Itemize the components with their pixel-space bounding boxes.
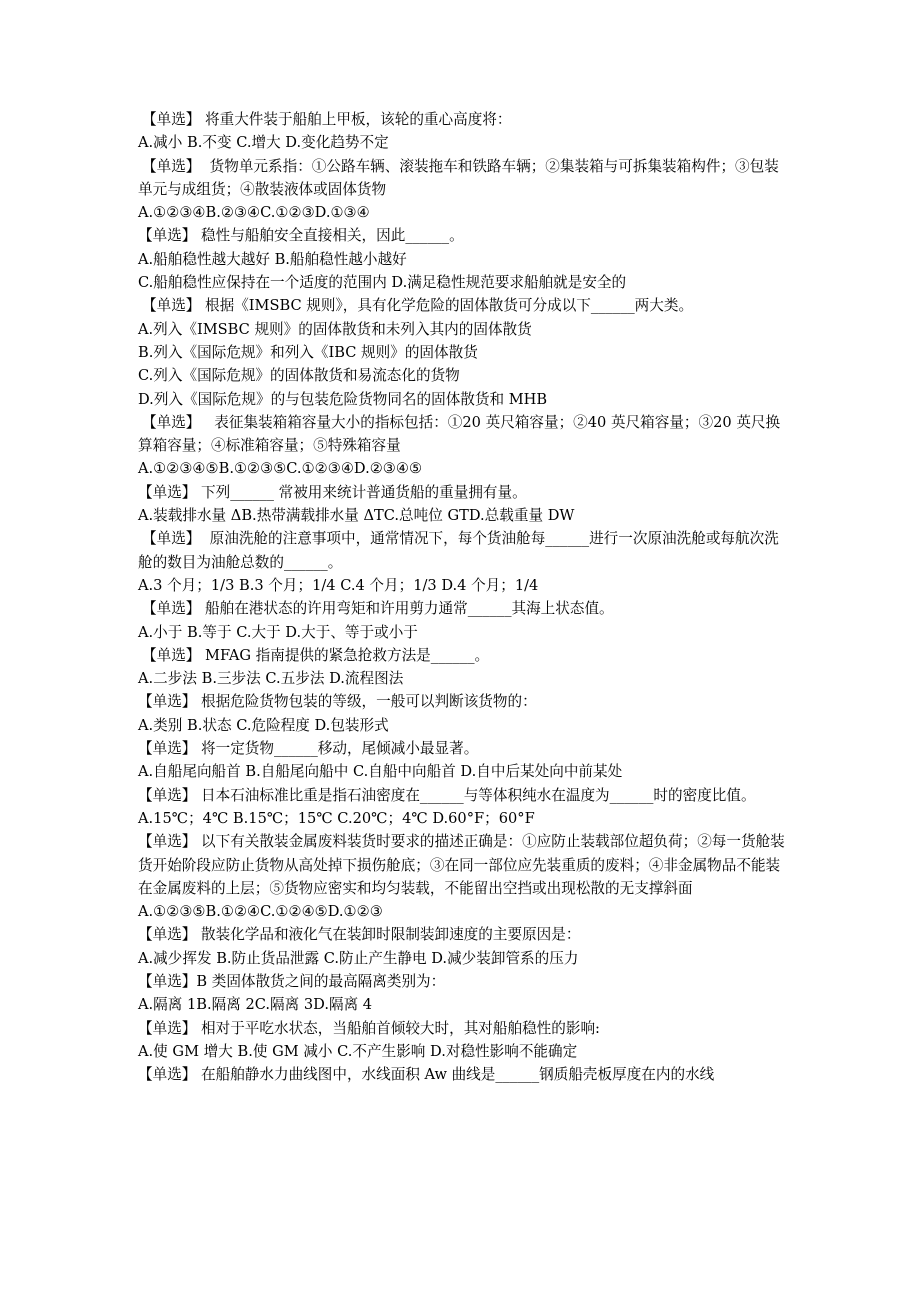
question-block xyxy=(138,1017,786,1064)
question-block xyxy=(138,597,786,644)
question-block xyxy=(138,784,786,831)
question-options: A.二步法 B.三步法 C.五步法 D.流程图法 xyxy=(138,670,404,688)
question-options: B.列入《国际危规》和列入《IBC 规则》的固体散货 xyxy=(138,343,478,361)
question-options: A.①②③④B.②③④C.①②③D.①③④ xyxy=(138,204,370,222)
question-options: D.列入《国际危规》的与包装危险货物同名的固体散货和 MHB xyxy=(138,390,548,408)
question-text: 【单选】 将重大件装于船舶上甲板，该轮的重心高度将： xyxy=(142,111,512,128)
question-options: A.15℃；4℃ B.15℃；15℃ C.20℃；4℃ D.60°F；60°F xyxy=(138,809,535,827)
question-text: 【单选】 表征集装箱箱容量大小的指标包括：①20 英尺箱容量；②40 英尺箱容量；③20 英尺换算箱容量；④标准箱容量；⑤特殊箱容量 xyxy=(138,413,781,455)
question-text: 【单选】 下列______ 常被用来统计普通货船的重量拥有量。 xyxy=(138,483,527,501)
question-block xyxy=(138,830,786,923)
question-block xyxy=(138,737,786,784)
question-text: 【单选】 MFAG 指南提供的紧急抢救方法是______。 xyxy=(142,646,490,664)
question-options: A.减少挥发 B.防止货品泄露 C.防止产生静电 D.减少装卸管系的压力 xyxy=(138,949,579,967)
question-text: 【单选】 以下有关散装金属废料装货时要求的描述正确是：①应防止装载部位超负荷；②每一货舱装货开始阶段应防止货物从高处掉下损伤舱底；③在同一部位应先装重质的废料；④非金属物品不能装在金属废料的上层；⑤货物应密实和均匀装载，不能留出空挡或出现松散的无支撑斜面 xyxy=(138,833,785,897)
question-text: 【单选】 散装化学品和液化气在装卸时限制装卸速度的主要原因是： xyxy=(138,926,581,944)
question-options: A.隔离 1B.隔离 2C.隔离 3D.隔离 4 xyxy=(138,996,373,1014)
question-options: A.3 个月；1/3 B.3 个月；1/4 C.4 个月；1/3 D.4 个月；1/4 xyxy=(138,576,539,594)
question-options: A.自船尾向船首 B.自船尾向船中 C.自船中向船首 D.自中后某处向中前某处 xyxy=(138,763,623,781)
question-block xyxy=(138,644,786,691)
question-block xyxy=(138,527,786,597)
question-block xyxy=(138,224,786,294)
question-options: C.列入《国际危规》的固体散货和易流态化的货物 xyxy=(138,367,460,385)
question-text: 【单选】 船舶在港状态的许用弯矩和许用剪力通常______其海上状态值。 xyxy=(142,600,614,618)
question-options: A.①②③⑤B.①②④C.①②④⑤D.①②③ xyxy=(138,903,383,921)
question-text: 【单选】 稳性与船舶安全直接相关，因此______。 xyxy=(138,227,464,245)
question-block xyxy=(138,970,786,1017)
question-text: 【单选】 相对于平吃水状态，当船舶首倾较大时，其对船舶稳性的影响: xyxy=(138,1019,600,1037)
question-options: A.小于 B.等于 C.大于 D.大于、等于或小于 xyxy=(138,623,418,641)
question-text: 【单选】 根据《IMSBC 规则》，具有化学危险的固体散货可分成以下______两大类。 xyxy=(142,297,694,315)
question-options: C.船舶稳性应保持在一个适度的范围内 D.满足稳性规范要求船舶就是安全的 xyxy=(138,274,627,292)
question-options: A.列入《IMSBC 规则》的固体散货和未列入其内的固体散货 xyxy=(138,320,532,338)
question-text: 【单选】 根据危险货物包装的等级，一般可以判断该货物的： xyxy=(138,693,537,711)
question-options: A.装载排水量 ΔB.热带满载排水量 ΔTC.总吨位 GTD.总载重量 DW xyxy=(138,507,575,525)
question-options: A.船舶稳性越大越好 B.船舶稳性越小越好 xyxy=(138,250,407,268)
question-text: 【单选】 日本石油标准比重是指石油密度在______与等体积纯水在温度为______时的密度比值。 xyxy=(138,786,756,804)
question-options: A.使 GM 增大 B.使 GM 减小 C.不产生影响 D.对稳性影响不能确定 xyxy=(138,1042,578,1060)
question-text: 【单选】B 类固体散货之间的最高隔离类别为： xyxy=(138,972,446,990)
question-text: 【单选】 在船舶静水力曲线图中，水线面积 Aw 曲线是______钢质船壳板厚度在内的水线 xyxy=(138,1066,715,1084)
question-block xyxy=(138,294,786,410)
question-block xyxy=(138,481,786,528)
document-body xyxy=(138,108,786,1086)
question-block xyxy=(138,411,786,481)
question-text: 【单选】 将一定货物______移动，尾倾减小最显著。 xyxy=(138,740,479,758)
question-options: A.减小 B.不变 C.增大 D.变化趋势不定 xyxy=(138,134,389,152)
question-options: A.类别 B.状态 C.危险程度 D.包装形式 xyxy=(138,716,389,734)
question-block xyxy=(138,923,786,970)
question-text: 【单选】 货物单元系指：①公路车辆、滚装拖车和铁路车辆；②集装箱与可拆集装箱构件；③包装单元与成组货；④散装液体或固体货物 xyxy=(138,157,779,198)
question-block xyxy=(138,155,786,225)
question-options: A.①②③④⑤B.①②③⑤C.①②③④D.②③④⑤ xyxy=(138,460,423,478)
question-block xyxy=(138,690,786,737)
question-text: 【单选】 原油洗舱的注意事项中，通常情况下，每个货油舱每______进行一次原油洗舱或每航次洗舱的数目为油舱总数的______。 xyxy=(138,530,779,571)
question-block xyxy=(138,108,786,155)
question-block xyxy=(138,1063,786,1086)
